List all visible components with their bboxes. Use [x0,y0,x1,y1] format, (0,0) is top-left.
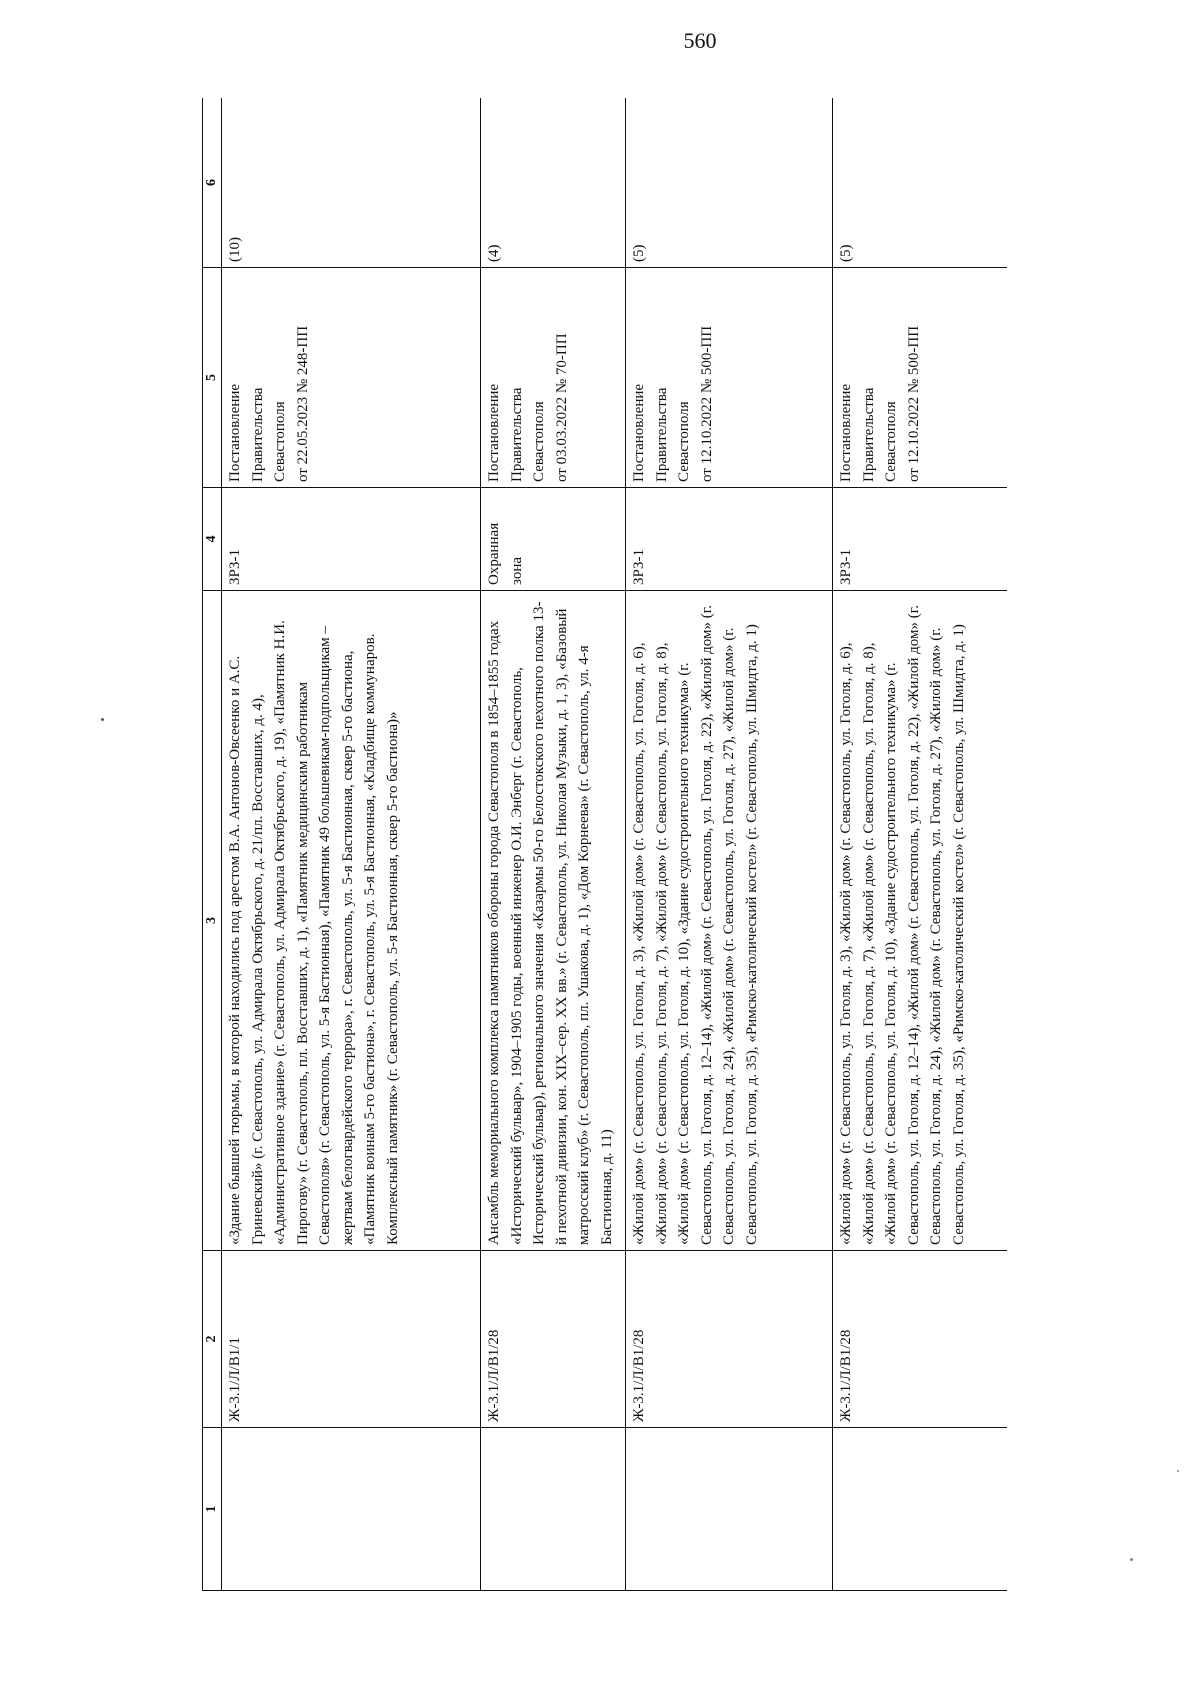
column-header: 4 [203,488,222,591]
cell-note: (4) [481,98,626,268]
cell-zone-code: Ж-3.1/Л/В1/1 [222,1251,481,1428]
cell-number [222,1428,481,1591]
table-row [833,98,1008,1591]
column-header: 1 [203,1428,222,1591]
cell-zone-code: Ж-3.1/Л/В1/28 [481,1251,626,1428]
page-number: 560 [683,28,717,53]
table-row [222,98,481,1591]
cell-zone-type: ЗРЗ-1 [626,488,833,591]
scan-speck [1177,1470,1179,1472]
table-header-row [203,98,222,1591]
scan-speck [101,718,104,721]
rotated-table-frame [202,98,1007,1591]
cell-note: (10) [222,98,481,268]
cell-number [626,1428,833,1591]
column-header: 6 [203,98,222,268]
cell-document: Постановление Правительства Севастополя от 03.03.2022 № 70-ПП [481,268,626,488]
column-header: 5 [203,268,222,488]
cell-number [833,1428,1008,1591]
cell-objects: Ансамбль мемориального комплекса памятников обороны города Севастополя в 1854–1855 годах «Исторический бульвар», 1904–1905 годы, военный инженер О.И. Энберг (г. Севастополь, Исторический бульвар), регионального значения «Казармы 50-го Белостокского пехотного полка 13-й пехотной дивизии, кон. XIX–сер. XX вв.» (г. Севастополь, ул. Николая Музыки, д. 1, 3), «Базовый матросский клуб» (г. Севастополь, пл. Ушакова, д. 1), «Дом Корнеева» (г. Севастополь, ул. 4-я Бастионная, д. 11) [481,591,626,1251]
cell-document: Постановление Правительства Севастополя от 12.10.2022 № 500-ПП [626,268,833,488]
cell-zone-type: ЗРЗ-1 [833,488,1008,591]
cell-objects: «Жилой дом» (г. Севастополь, ул. Гоголя, д. 3), «Жилой дом» (г. Севастополь, ул. Гоголя, д. 6), «Жилой дом» (г. Севастополь, ул. Гоголя, д. 7), «Жилой дом» (г. Севастополь, ул. Гоголя, д. 8), «Жилой дом» (г. Севастополь, ул. Гоголя, д. 10), «Здание судостроительного техникума» (г. Севастополь, ул. Гоголя, д. 12–14), «Жилой дом» (г. Севастополь, ул. Гоголя, д. 22), «Жилой дом» (г. Севастополь, ул. Гоголя, д. 24), «Жилой дом» (г. Севастополь, ул. Гоголя, д. 27), «Жилой дом» (г. Севастополь, ул. Гоголя, д. 35), «Римско-католический костел» (г. Севастополь, ул. Шмидта, д. 1) [833,591,1008,1251]
cell-zone-type: ЗРЗ-1 [222,488,481,591]
scan-speck [1130,1558,1133,1561]
table-row [626,98,833,1591]
column-header: 2 [203,1251,222,1428]
cell-note: (5) [833,98,1008,268]
cell-number [481,1428,626,1591]
cell-note: (5) [626,98,833,268]
cell-zone-code: Ж-3.1/Л/В1/28 [833,1251,1008,1428]
cell-document: Постановление Правительства Севастополя от 12.10.2022 № 500-ПП [833,268,1008,488]
heritage-zones-table [202,98,1007,1591]
cell-zone-code: Ж-3.1/Л/В1/28 [626,1251,833,1428]
cell-objects: «Здание бывшей тюрьмы, в которой находились под арестом В.А. Антонов-Овсеенко и А.С. Гриневский» (г. Севастополь, ул. Адмирала Октябрьского, д. 21/пл. Восставших, д. 4), «Административное здание» (г. Севастополь, ул. Адмирала Октябрьского, д. 19), «Памятник Н.И. Пирогову» (г. Севастополь, пл. Восставших, д. 1), «Памятник медицинским работникам Севастополя» (г. Севастополь, ул. 5-я Бастионная), «Памятник 49 большевикам-подпольщикам – жертвам белогвардейского террора», г. Севастополь, ул. 5-я Бастионная, сквер 5-го бастиона, «Памятник воинам 5-го бастиона», г. Севастополь, ул. 5-я Бастионная, «Кладбище коммунаров. Комплексный памятник» (г. Севастополь, ул. 5-я Бастионная, сквер 5-го бастиона)» [222,591,481,1251]
cell-objects: «Жилой дом» (г. Севастополь, ул. Гоголя, д. 3), «Жилой дом» (г. Севастополь, ул. Гоголя, д. 6), «Жилой дом» (г. Севастополь, ул. Гоголя, д. 7), «Жилой дом» (г. Севастополь, ул. Гоголя, д. 8), «Жилой дом» (г. Севастополь, ул. Гоголя, д. 10), «Здание судостроительного техникума» (г. Севастополь, ул. Гоголя, д. 12–14), «Жилой дом» (г. Севастополь, ул. Гоголя, д. 22), «Жилой дом» (г. Севастополь, ул. Гоголя, д. 24), «Жилой дом» (г. Севастополь, ул. Гоголя, д. 27), «Жилой дом» (г. Севастополь, ул. Гоголя, д. 35), «Римско-католический костел» (г. Севастополь, ул. Шмидта, д. 1) [626,591,833,1251]
column-header: 3 [203,591,222,1251]
cell-document: Постановление Правительства Севастополя от 22.05.2023 № 248-ПП [222,268,481,488]
table-row [481,98,626,1591]
cell-zone-type: Охранная зона [481,488,626,591]
rotated-table [202,98,1007,1591]
